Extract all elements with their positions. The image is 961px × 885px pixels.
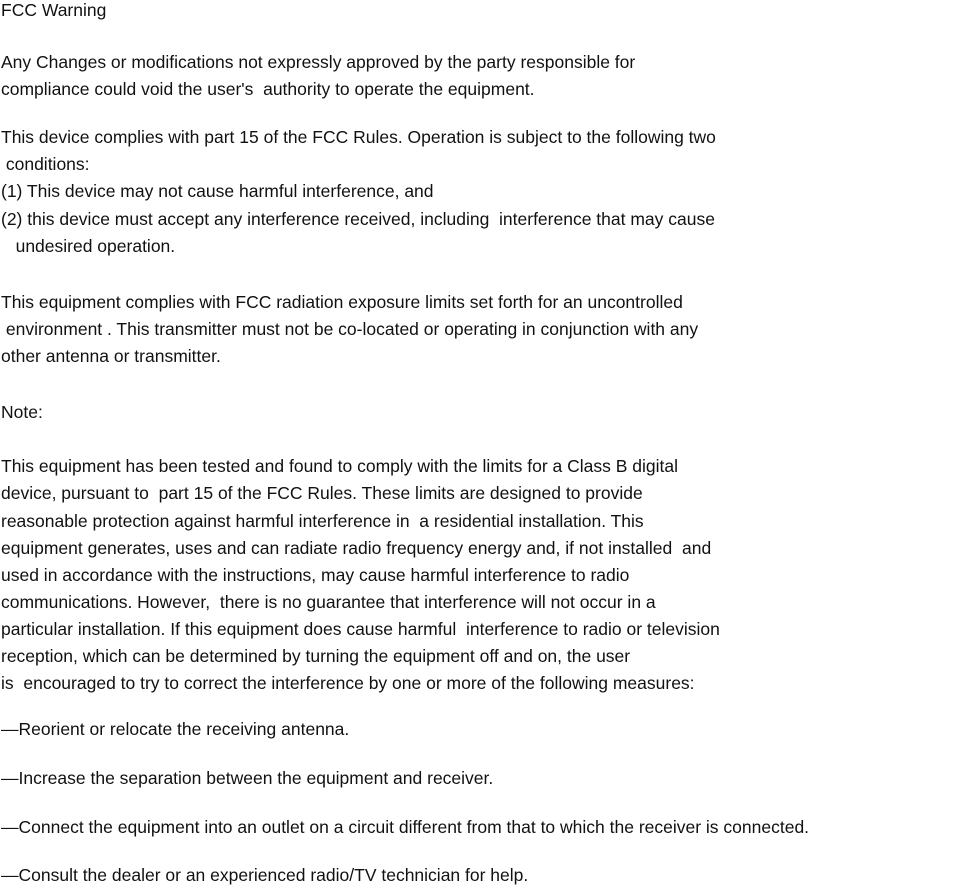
condition-1: (1) This device may not cause harmful interference, and [1, 181, 434, 201]
radiation-line: environment . This transmitter must not be co-located or operating in conjunction with any [1, 319, 699, 339]
document-title: FCC Warning [1, 0, 107, 20]
note-line: is encouraged to try to correct the interference by one or more of the following measures: [1, 673, 695, 693]
note-line: device, pursuant to part 15 of the FCC Rules. These limits are designed to provide [1, 483, 643, 503]
note-line: reception, which can be determined by turning the equipment off and on, the user [1, 646, 631, 666]
measure-item: —Reorient or relocate the receiving antenna. [1, 719, 350, 739]
part15-line: conditions: [1, 154, 90, 174]
measure-item: —Increase the separation between the equipment and receiver. [1, 768, 494, 788]
condition-2-cont: undesired operation. [1, 236, 176, 256]
measure-item: —Consult the dealer or an experienced radio/TV technician for help. [1, 865, 529, 885]
note-label: Note: [1, 402, 43, 422]
radiation-line: This equipment complies with FCC radiation exposure limits set forth for an uncontrolled [1, 292, 683, 312]
note-line: used in accordance with the instructions, may cause harmful interference to radio [1, 565, 630, 585]
note-line: particular installation. If this equipment does cause harmful interference to radio or television [1, 619, 720, 639]
note-line: communications. However, there is no guarantee that interference will not occur in a [1, 592, 656, 612]
note-line: This equipment has been tested and found to comply with the limits for a Class B digital [1, 456, 679, 476]
measure-item: —Connect the equipment into an outlet on a circuit different from that to which the receiver is connected. [1, 817, 810, 837]
changes-line: Any Changes or modifications not expressly approved by the party responsible for [1, 52, 636, 72]
condition-2: (2) this device must accept any interference received, including interference that may cause [1, 209, 715, 229]
part15-line: This device complies with part 15 of the FCC Rules. Operation is subject to the following two [1, 127, 716, 147]
note-line: reasonable protection against harmful interference in a residential installation. This [1, 511, 644, 531]
changes-line: compliance could void the user's authority to operate the equipment. [1, 79, 535, 99]
radiation-line: other antenna or transmitter. [1, 346, 221, 366]
note-line: equipment generates, uses and can radiate radio frequency energy and, if not installed and [1, 538, 712, 558]
